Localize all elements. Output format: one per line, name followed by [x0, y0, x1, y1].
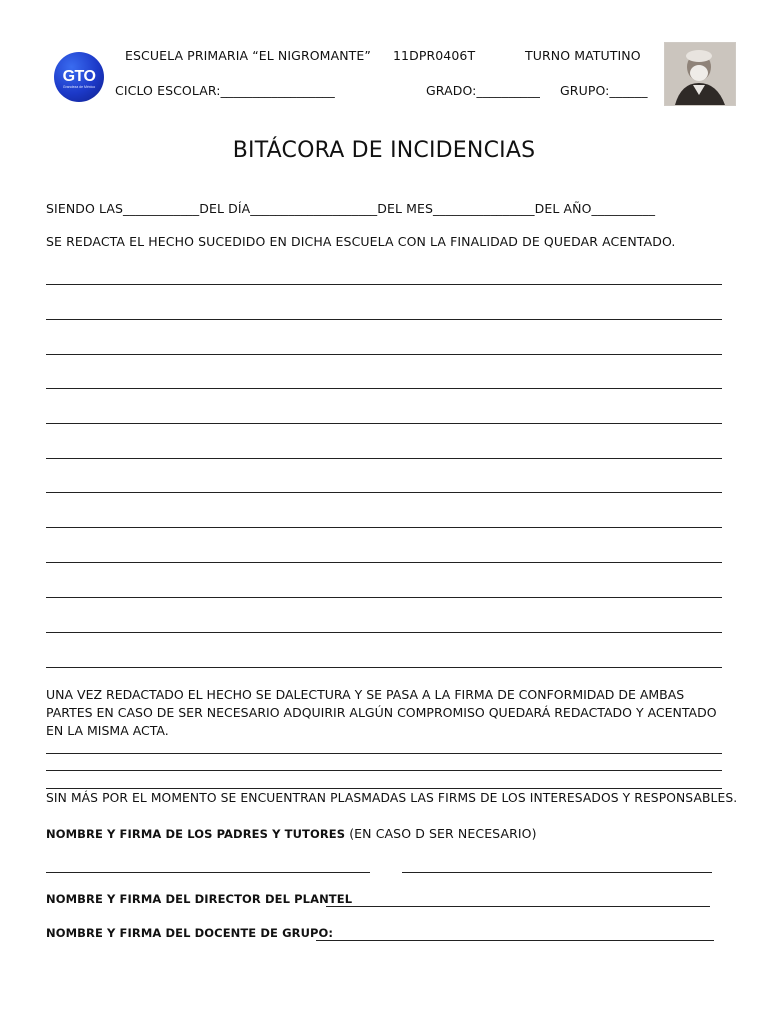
commitment-line[interactable]: [46, 770, 722, 771]
closing-paragraph: UNA VEZ REDACTADO EL HECHO SE DALECTURA Y SE PASA A LA FIRMA DE CONFORMIDAD DE AMBAS PARTES EN CASO DE SER NECESARIO ADQUIRIR ALGÚN COMPROMISO QUEDARÁ REDACTADO Y ACENTADO EN LA MISMA ACTA.: [46, 687, 717, 738]
gto-logo: [54, 52, 104, 102]
parents-note: (EN CASO D SER NECESARIO): [345, 826, 537, 841]
logo-text: GTO: [62, 68, 96, 85]
writing-line[interactable]: [46, 458, 722, 459]
writing-line[interactable]: [46, 492, 722, 493]
parent-signature-line-1[interactable]: [46, 872, 370, 873]
commitment-line[interactable]: [46, 753, 722, 754]
writing-line[interactable]: [46, 527, 722, 528]
director-signature-label: NOMBRE Y FIRMA DEL DIRECTOR DEL PLANTEL: [46, 892, 353, 906]
teacher-signature-line[interactable]: [316, 940, 714, 941]
group-field[interactable]: GRUPO:______: [560, 83, 648, 98]
cycle-field[interactable]: CICLO ESCOLAR:__________________: [115, 83, 335, 98]
parent-signature-line-2[interactable]: [402, 872, 712, 873]
date-line[interactable]: SIENDO LAS____________DEL DÍA____________________DEL MES________________DEL AÑO__________: [46, 201, 656, 216]
logo-subtitle: Grandeza de México: [62, 85, 96, 89]
director-signature-line[interactable]: [326, 906, 710, 907]
school-shift: TURNO MATUTINO: [525, 48, 641, 63]
writing-line[interactable]: [46, 354, 722, 355]
writing-line[interactable]: [46, 423, 722, 424]
writing-line[interactable]: [46, 632, 722, 633]
writing-line[interactable]: [46, 597, 722, 598]
parents-signature-label: [46, 826, 537, 841]
final-statement: SIN MÁS POR EL MOMENTO SE ENCUENTRAN PLASMADAS LAS FIRMS DE LOS INTERESADOS Y RESPONSABLES.: [46, 791, 738, 805]
teacher-signature-label: NOMBRE Y FIRMA DEL DOCENTE DE GRUPO:: [46, 926, 334, 940]
grade-field[interactable]: GRADO:__________: [426, 83, 540, 98]
school-name: ESCUELA PRIMARIA “EL NIGROMANTE”: [125, 48, 371, 63]
writing-line[interactable]: [46, 319, 722, 320]
commitment-line[interactable]: [46, 788, 722, 789]
writing-line[interactable]: [46, 562, 722, 563]
writing-line[interactable]: [46, 667, 722, 668]
page-title: BITÁCORA DE INCIDENCIAS: [232, 138, 536, 163]
writing-line[interactable]: [46, 284, 722, 285]
intro-text: SE REDACTA EL HECHO SUCEDIDO EN DICHA ESCUELA CON LA FINALIDAD DE QUEDAR ACENTADO.: [46, 234, 676, 249]
portrait-photo: [664, 42, 736, 106]
writing-line[interactable]: [46, 388, 722, 389]
school-code: 11DPR0406T: [393, 48, 476, 63]
parents-label: NOMBRE Y FIRMA DE LOS PADRES Y TUTORES: [46, 827, 346, 841]
